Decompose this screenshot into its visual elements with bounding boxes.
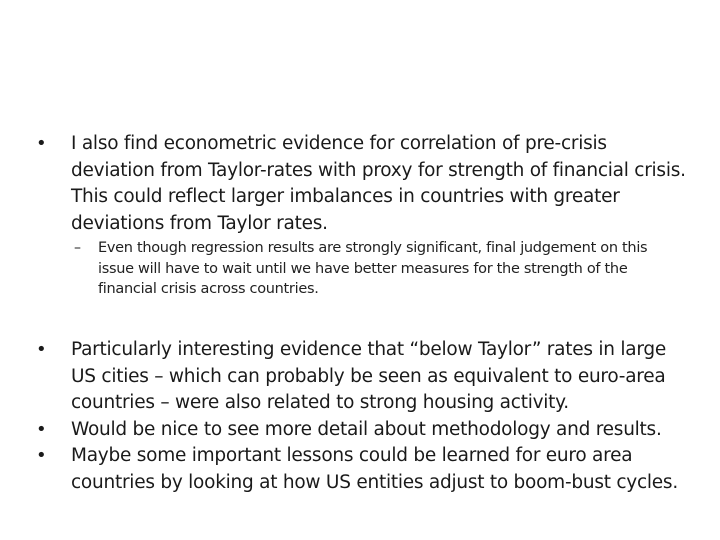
bullet-text: I also find econometric evidence for correlation of pre-crisis deviation from Taylor-rates with proxy for strength of financial crisis. This could reflect larger imbalances in countries with greater deviations from Taylor rates. [71,133,686,234]
bullet-marker: • [36,418,47,440]
bullet-marker: • [36,133,47,154]
bullet-group-2 [36,337,686,496]
sub-bullet-group [36,238,686,300]
bullet-item [36,337,686,417]
bullet-item [36,417,686,444]
bullet-marker: • [36,339,47,360]
bullet-item [36,443,686,496]
sub-bullet-item [36,238,686,300]
sub-bullet-marker: – [74,240,81,256]
bullet-group-1 [36,131,686,237]
bullet-text: Particularly interesting evidence that “below Taylor” rates in large US cities – which can probably be seen as equivalent to euro-area countries – were also related to strong housing activity. [71,339,667,413]
bullet-text: Would be nice to see more detail about methodology and results. [71,418,662,440]
bullet-text: Maybe some important lessons could be learned for euro area countries by looking at how US entities adjust to boom-bust cycles. [71,445,678,493]
bullet-marker: • [36,445,47,466]
bullet-item [36,131,686,237]
sub-bullet-text: Even though regression results are strongly significant, final judgement on this issue will have to wait until we have better measures for the strength of the financial crisis across countries. [98,240,648,297]
